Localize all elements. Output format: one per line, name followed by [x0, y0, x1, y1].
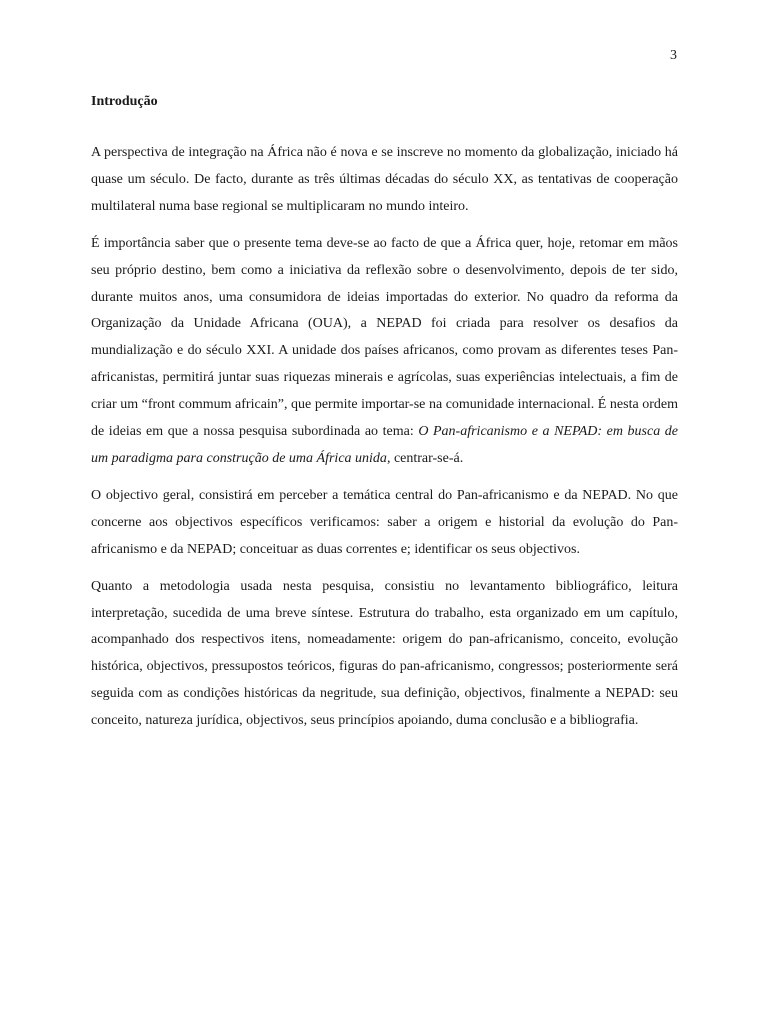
paragraph-3: O objectivo geral, consistirá em perceber a temática central do Pan-africanismo e da NEPAD. No que concerne aos objectivos específicos verificamos: saber a origem e historial da evolução do Pan-africanismo e da NEPAD; conceituar as duas correntes e; identificar os seus objectivos. [91, 487, 678, 557]
paragraph-2-ending: , centrar-se-á. [386, 450, 464, 466]
research-theme-title: O Pan-africanismo e a NEPAD: em busca de um paradigma para construção de uma África unida [91, 424, 678, 466]
page-number: 3 [670, 48, 677, 63]
paragraph-4: Quanto a metodologia usada nesta pesquisa, consistiu no levantamento bibliográfico, leitura interpretação, sucedida de uma breve síntese. Estrutura do trabalho, esta organizado em um capítulo, acompanhado dos respectivos itens, nomeadamente: origem do pan-africanismo, conceito, evolução histórica, objectivos, pressupostos teóricos, figuras do pan-africanismo, congressos; posteriormente será seguida com as condições históricas da negritude, sua definição, objectivos, finalmente a NEPAD: seu conceito, natureza jurídica, objectivos, seus princípios apoiando, duma conclusão e a bibliografia. [91, 578, 678, 729]
paragraph-2-text: É importância saber que o presente tema deve-se ao facto de que a África quer, hoje, retomar em mãos seu próprio destino, bem como a iniciativa da reflexão sobre o desenvolvimento, depois de ter sido, durante muitos anos, uma consumidora de ideias importadas do exterior. No quadro da reforma da Organização da Unidade Africana (OUA), a NEPAD foi criada para resolver os desafios da mundialização e do século XXI. A unidade dos países africanos, como provam as diferentes teses Pan-africanistas, permitirá juntar suas riquezas minerais e agrícolas, suas experiências intelectuais, a fim de criar um “front commum africain”, que permite importar-se na comunidade internacional. É nesta ordem de ideias em que a nossa pesquisa subordinada ao tema: [91, 235, 678, 440]
section-heading: Introdução [91, 94, 158, 109]
page-content [91, 92, 678, 745]
paragraph-2 [91, 231, 678, 473]
paragraph-1: A perspectiva de integração na África não é nova e se inscreve no momento da globalização, iniciado há quase um século. De facto, durante as três últimas décadas do século XX, as tentativas de cooperação multilateral numa base regional se multiplicaram no mundo inteiro. [91, 145, 678, 214]
